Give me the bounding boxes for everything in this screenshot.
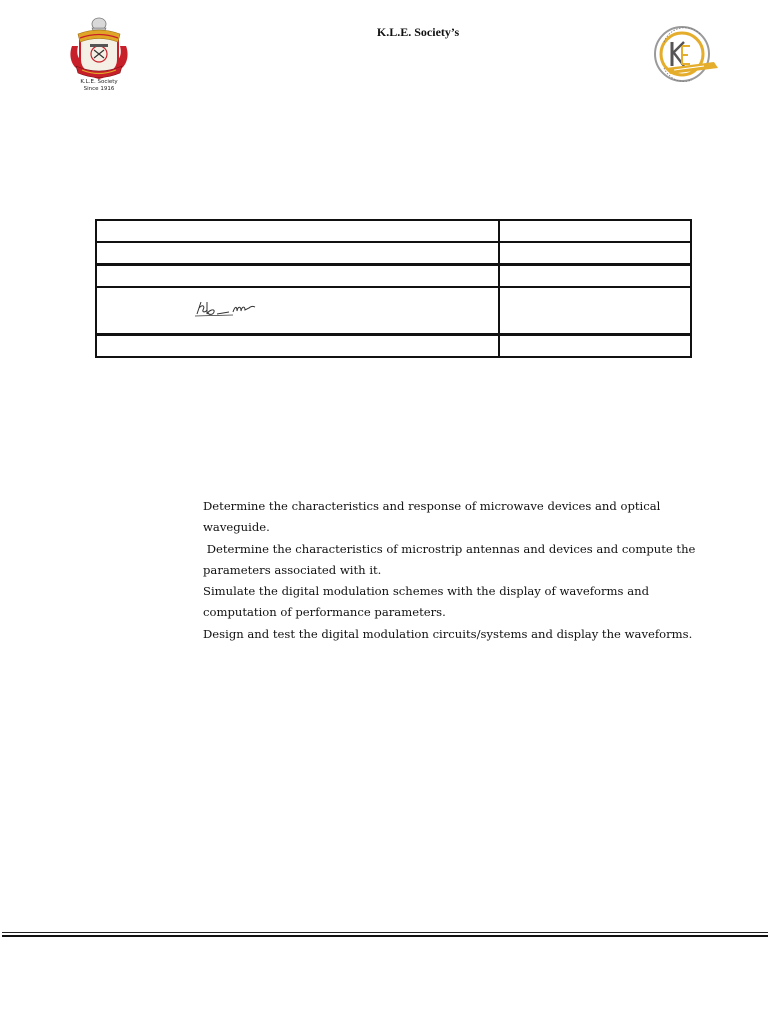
table-cell — [499, 287, 691, 335]
table-row — [96, 220, 691, 242]
table-row — [96, 265, 691, 288]
outcome-item: Determine the characteristics of microstrip antennas and devices and compute the parameters associated with it. — [203, 541, 700, 577]
info-table — [95, 219, 692, 358]
crest-caption-line1: K.L.E. Society — [80, 79, 118, 85]
table-cell — [96, 265, 499, 288]
kle-institute-seal-icon — [652, 22, 722, 86]
table-row — [96, 242, 691, 265]
table-row — [96, 287, 691, 335]
table-cell — [96, 242, 499, 265]
crest-caption — [62, 79, 136, 92]
page-title: K.L.E. Society’s — [376, 25, 460, 39]
crest-caption-line2: Since 1916 — [83, 85, 115, 92]
outcomes-list — [203, 496, 703, 645]
outcome-item: Design and test the digital modulation circuits/systems and display the waveforms. — [203, 626, 693, 641]
table-cell — [96, 335, 499, 358]
handwritten-signature-icon — [193, 296, 259, 322]
table-cell — [499, 265, 691, 288]
outcome-item: Determine the characteristics and response of microwave devices and optical waveguide. — [203, 499, 661, 535]
outcome-item: Simulate the digital modulation schemes with the display of waveforms and computation of performance parameters. — [203, 584, 649, 620]
table-cell — [499, 335, 691, 358]
table-cell — [96, 287, 499, 335]
table-row — [96, 335, 691, 358]
footer-divider — [2, 935, 768, 937]
table-cell — [96, 220, 499, 242]
table-cell — [499, 242, 691, 265]
footer-divider — [2, 932, 768, 933]
table-cell — [499, 220, 691, 242]
